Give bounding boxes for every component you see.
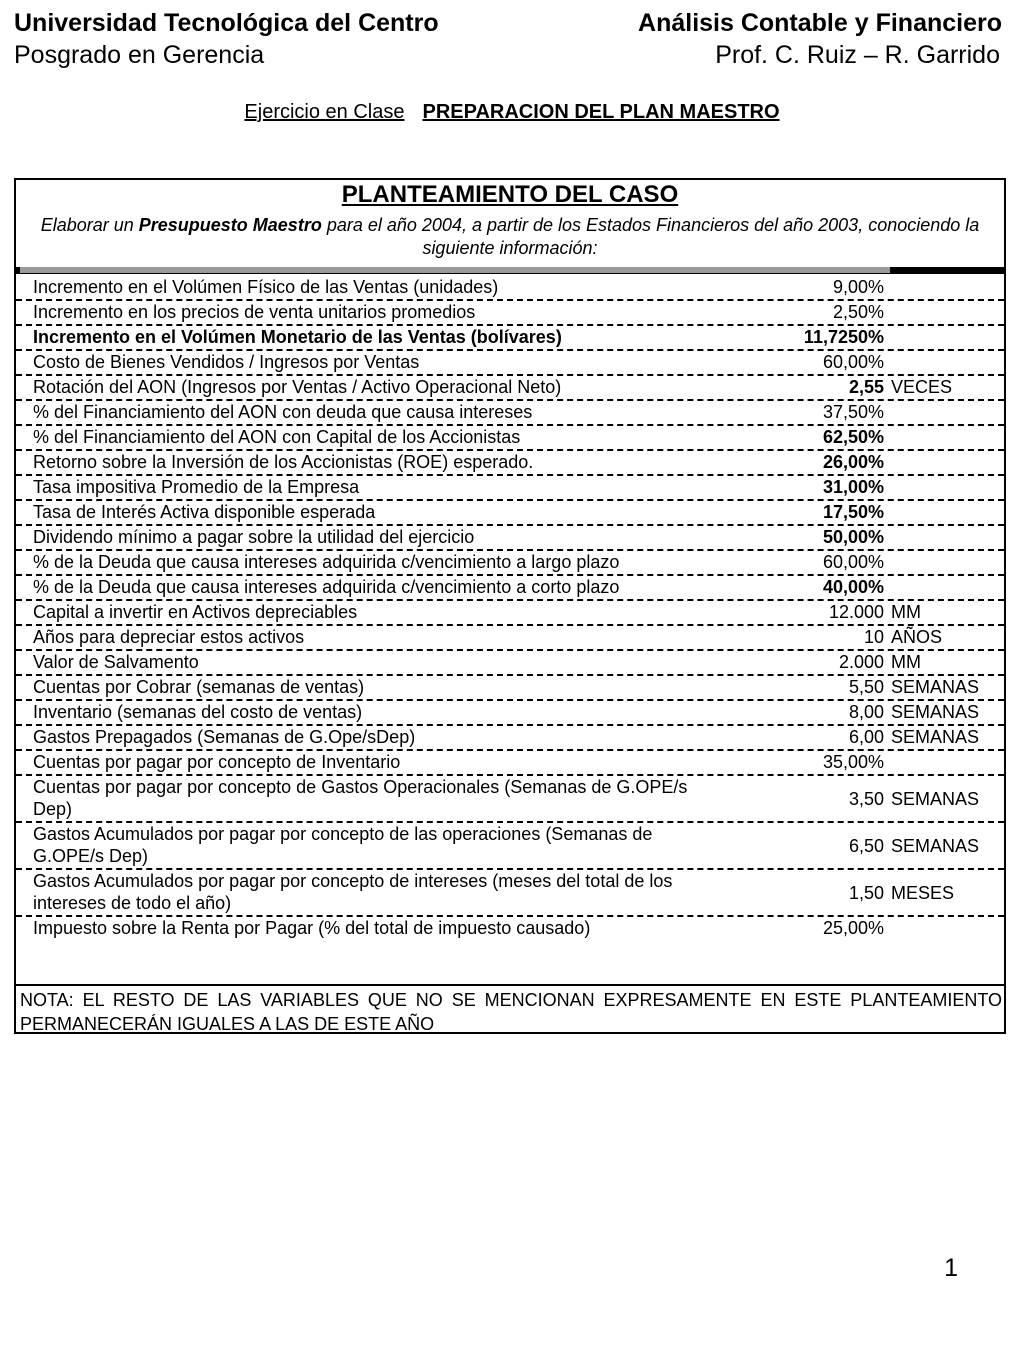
row-value: 17,50% <box>822 502 884 522</box>
exercise-prefix: Ejercicio en Clase <box>244 101 405 123</box>
case-desc-start: Elaborar un <box>40 215 134 235</box>
professors: Prof. C. Ruiz – R. Garrido <box>715 41 1000 69</box>
row-label: % de la Deuda que causa intereses adquirida c/vencimiento a corto plazo <box>33 577 620 597</box>
case-box <box>14 178 1006 1034</box>
row-value: 62,50% <box>822 427 884 447</box>
row-label: % del Financiamiento del AON con deuda que causa intereses <box>33 402 533 422</box>
row-label: Dividendo mínimo a pagar sobre la utilidad del ejercicio <box>33 527 475 547</box>
row-value: 5,50 <box>848 677 884 697</box>
row-label: Gastos Prepagados (Semanas de G.Ope/sDep) <box>33 727 416 747</box>
row-value: 31,00% <box>822 477 884 497</box>
table-row <box>16 526 1004 551</box>
variables-table <box>16 276 1004 942</box>
row-label: Costo de Bienes Vendidos / Ingresos por Ventas <box>33 352 420 372</box>
row-label: Tasa impositiva Promedio de la Empresa <box>33 477 360 497</box>
row-unit: MM <box>891 652 921 672</box>
row-unit: MESES <box>891 883 955 903</box>
row-value: 60,00% <box>822 352 884 372</box>
row-value: 11,7250% <box>803 327 884 347</box>
page-number: 1 <box>944 1254 958 1282</box>
row-value: 35,00% <box>822 752 884 772</box>
row-value: 2.000 <box>838 652 884 672</box>
row-label: Impuesto sobre la Renta por Pagar (% del total de impuesto causado) <box>33 918 591 938</box>
table-row <box>16 917 1004 942</box>
row-value: 40,00% <box>822 577 884 597</box>
row-value: 6,00 <box>848 727 884 747</box>
row-unit: SEMANAS <box>891 727 980 747</box>
exercise-title: PREPARACION DEL PLAN MAESTRO <box>422 101 780 123</box>
row-value: 26,00% <box>822 452 884 472</box>
table-row <box>16 276 1004 301</box>
row-label: % de la Deuda que causa intereses adquirida c/vencimiento a largo plazo <box>33 552 620 572</box>
table-row <box>16 476 1004 501</box>
row-label: Cuentas por pagar por concepto de Inventario <box>33 752 401 772</box>
footnote: NOTA: EL RESTO DE LAS VARIABLES QUE NO SE MENCIONAN EXPRESAMENTE EN ESTE PLANTEAMIENTO PERMANECERÁN IGUALES A LAS DE ESTE AÑO <box>16 984 1004 1036</box>
table-row <box>16 326 1004 351</box>
table-row <box>16 501 1004 526</box>
row-value: 8,00 <box>848 702 884 722</box>
row-value: 2,55 <box>848 377 884 397</box>
row-label: Inventario (semanas del costo de ventas) <box>33 702 363 722</box>
header-divider <box>16 267 1004 274</box>
row-value: 50,00% <box>822 527 884 547</box>
row-value: 10 <box>863 627 884 647</box>
case-title: PLANTEAMIENTO DEL CASO <box>341 181 679 208</box>
table-row <box>16 426 1004 451</box>
row-label: Gastos Acumulados por pagar por concepto de las operaciones (Semanas de G.OPE/s Dep) <box>33 824 653 866</box>
row-value: 6,50 <box>848 836 884 856</box>
row-label: Incremento en el Volúmen Físico de las Ventas (unidades) <box>33 277 499 297</box>
table-row <box>16 451 1004 476</box>
row-label: Cuentas por pagar por concepto de Gastos Operacionales (Semanas de G.OPE/s Dep) <box>33 777 688 819</box>
row-unit: AÑOS <box>891 627 943 647</box>
row-value: 37,50% <box>822 402 884 422</box>
row-unit: SEMANAS <box>891 789 980 809</box>
table-row <box>16 351 1004 376</box>
row-unit: SEMANAS <box>891 677 980 697</box>
row-unit: SEMANAS <box>891 702 980 722</box>
table-row <box>16 823 1004 870</box>
row-label: Capital a invertir en Activos depreciables <box>33 602 358 622</box>
row-value: 25,00% <box>822 918 884 938</box>
row-label: Incremento en los precios de venta unitarios promedios <box>33 302 476 322</box>
table-row <box>16 626 1004 651</box>
row-unit: MM <box>891 602 921 622</box>
table-row <box>16 701 1004 726</box>
table-row <box>16 576 1004 601</box>
table-row <box>16 601 1004 626</box>
table-row <box>16 726 1004 751</box>
row-label: Incremento en el Volúmen Monetario de las Ventas (bolívares) <box>33 327 562 347</box>
case-desc-end: para el año 2004, a partir de los Estados Financieros del año 2003, conociendo la siguiente información: <box>326 215 980 258</box>
row-label: % del Financiamiento del AON con Capital de los Accionistas <box>33 427 521 447</box>
row-value: 1,50 <box>848 883 884 903</box>
row-value: 12.000 <box>828 602 884 622</box>
table-row <box>16 776 1004 823</box>
table-row <box>16 551 1004 576</box>
table-row <box>16 301 1004 326</box>
table-row <box>16 676 1004 701</box>
row-value: 3,50 <box>848 789 884 809</box>
table-row <box>16 651 1004 676</box>
row-label: Rotación del AON (Ingresos por Ventas / Activo Operacional Neto) <box>33 377 562 397</box>
case-desc-bold: Presupuesto Maestro <box>138 215 322 235</box>
row-label: Valor de Salvamento <box>33 652 199 672</box>
row-label: Retorno sobre la Inversión de los Accionistas (ROE) esperado. <box>33 452 534 472</box>
row-value: 60,00% <box>822 552 884 572</box>
table-row <box>16 870 1004 917</box>
table-row <box>16 401 1004 426</box>
row-unit: SEMANAS <box>891 836 980 856</box>
row-label: Cuentas por Cobrar (semanas de ventas) <box>33 677 365 697</box>
exercise-subtitle <box>0 100 1024 124</box>
university-name: Universidad Tecnológica del Centro <box>14 9 439 37</box>
row-value: 2,50% <box>832 302 884 322</box>
row-value: 9,00% <box>832 277 884 297</box>
row-label: Años para depreciar estos activos <box>33 627 305 647</box>
row-unit: VECES <box>891 377 953 397</box>
program-name: Posgrado en Gerencia <box>14 41 265 69</box>
table-row <box>16 376 1004 401</box>
table-row <box>16 751 1004 776</box>
case-description <box>36 214 984 260</box>
row-label: Tasa de Interés Activa disponible esperada <box>33 502 376 522</box>
row-label: Gastos Acumulados por pagar por concepto de intereses (meses del total de los intereses de todo el año) <box>33 871 673 913</box>
course-name: Análisis Contable y Financiero <box>638 9 1002 37</box>
